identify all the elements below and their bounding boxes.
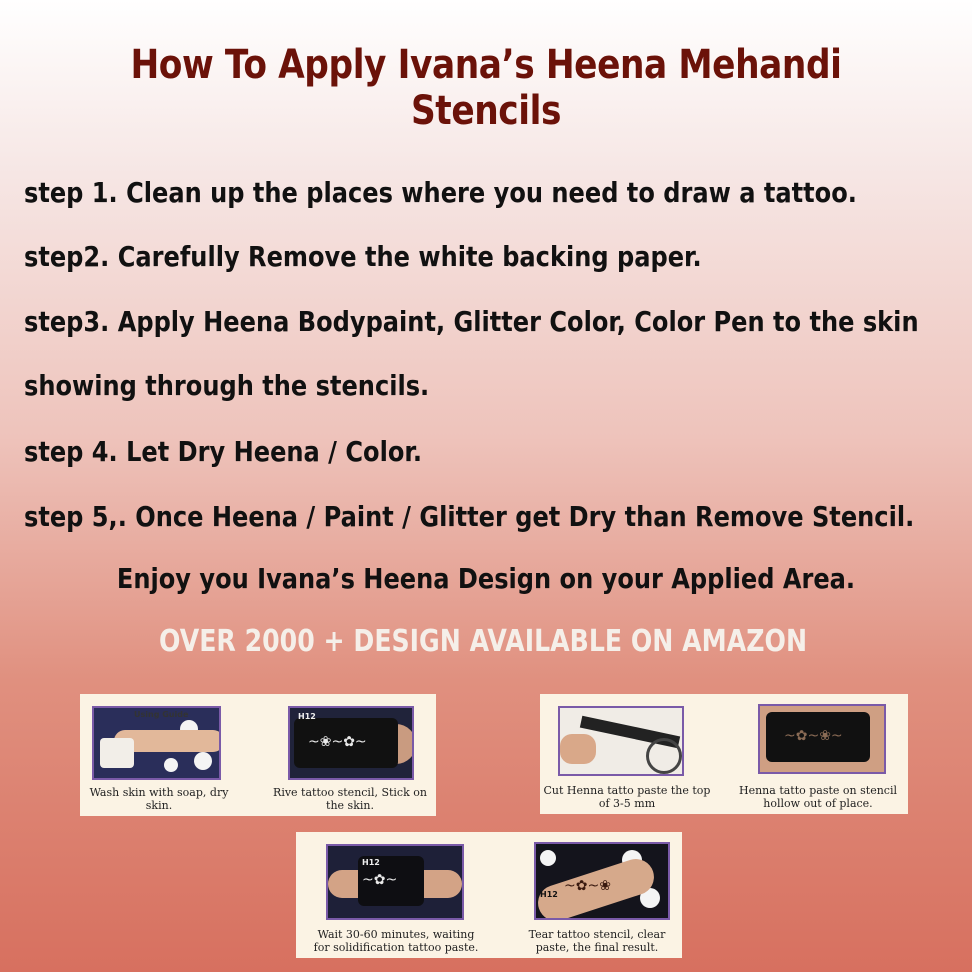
step-2-text: step2. Carefully Remove the white backing paper. — [24, 240, 702, 273]
amazon-banner: OVER 2000 + DESIGN AVAILABLE ON AMAZON — [158, 624, 808, 659]
final-result-caption: Tear tattoo stencil, clear paste, the final result. — [528, 928, 666, 954]
wait-dry-caption: Wait 30-60 minutes, waiting for solidification tattoo paste. — [313, 928, 479, 954]
instruction-panel-1 — [80, 694, 436, 816]
final-result-photo: ~✿~❀ H12 — [534, 842, 670, 920]
photo-label: H12 — [298, 712, 316, 721]
stencil-stick-caption: Rive tattoo stencil, Stick on the skin. — [273, 786, 427, 812]
cut-paste-photo — [558, 706, 684, 776]
instruction-panel-3 — [296, 832, 682, 958]
enjoy-text: Enjoy you Ivana’s Heena Design on your Applied Area. — [116, 562, 856, 595]
page-title: How To Apply Ivana’s Heena Mehandi Stencils — [130, 42, 842, 134]
wait-dry-photo: ~✿~ H12 — [326, 844, 464, 920]
step-5-text: step 5,. Once Heena / Paint / Glitter get Dry than Remove Stencil. — [24, 500, 915, 533]
step-3-text: step3. Apply Heena Bodypaint, Glitter Color, Color Pen to the skin — [24, 305, 919, 338]
photo-label: Using Guide — [134, 710, 189, 719]
instruction-panel-2 — [540, 694, 908, 814]
photo-label: H12 — [362, 858, 380, 867]
wash-skin-photo — [92, 706, 221, 780]
photo-label: H12 — [540, 890, 558, 899]
wash-skin-caption: Wash skin with soap, dry skin. — [89, 786, 229, 812]
step-4-text: step 4. Let Dry Heena / Color. — [24, 435, 422, 468]
paste-on-stencil-photo: ~✿~❀~ — [758, 704, 886, 774]
stencil-stick-photo: ~❀~✿~ H12 — [288, 706, 414, 780]
cut-paste-caption: Cut Henna tatto paste the top of 3-5 mm — [543, 784, 711, 810]
paste-on-stencil-caption: Henna tatto paste on stencil hollow out of place. — [739, 784, 897, 810]
step-3-continued-text: showing through the stencils. — [24, 369, 430, 402]
step-1-text: step 1. Clean up the places where you need to draw a tattoo. — [24, 176, 857, 209]
